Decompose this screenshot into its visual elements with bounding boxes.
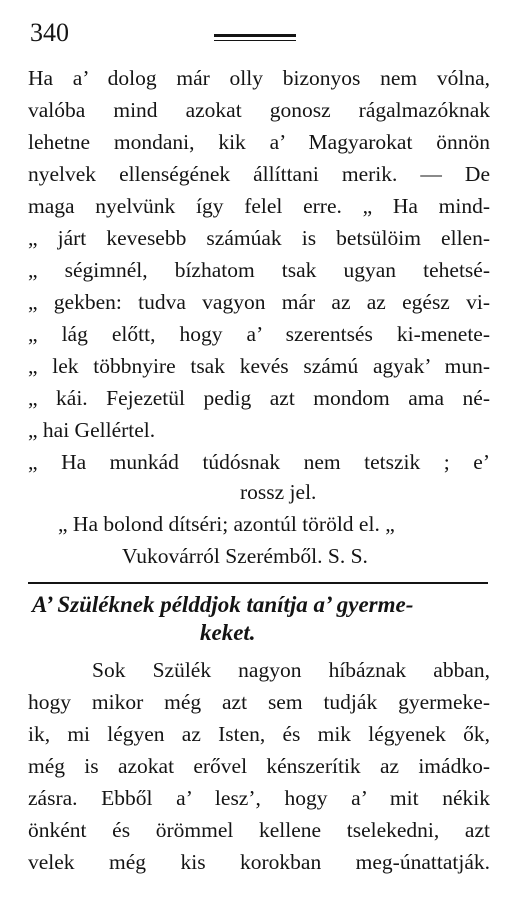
poem-line: rossz jel. (240, 480, 317, 504)
article-line: önként és örömmel kellene tselekedni, azt (28, 818, 490, 842)
poem-line: „ kái. Fejezetül pedig azt mondom ama né- (28, 386, 490, 410)
poem-line: maga nyelvünk így felel erre. „ Ha mind- (28, 194, 490, 218)
page-number: 340 (30, 18, 69, 47)
article-title: A’ Szüléknek példdjok tanítja a’ gyerme- (32, 592, 414, 617)
article-line (28, 879, 490, 880)
article-line: Sok Szülék nagyon híbáznak abban, (92, 658, 490, 682)
section-divider (28, 582, 488, 584)
poem-line: „ Ha munkád túdósnak nem tetszik ; e’ (28, 450, 490, 474)
signature-line: Vukovárról Szerémből. S. S. (122, 544, 368, 568)
poem-line: lehetne mondani, kik a’ Magyarokat önnön (28, 130, 490, 154)
article-line (28, 857, 490, 858)
poem-line: „ Ha bolond dítséri; azontúl töröld el. „ (58, 512, 395, 536)
poem-line: „ lág előtt, hogy a’ szerentsés ki-menete- (28, 322, 490, 346)
poem-line: nyelvek ellenségének állíttani merik. — De (28, 162, 490, 186)
article-line: hogy mikor még azt sem tudják gyermeke- (28, 690, 490, 714)
article-line (28, 890, 490, 891)
poem-line: „ ségimnél, bízhatom tsak ugyan tehetsé- (28, 258, 490, 282)
article-line: ik, mi légyen az Isten, és mik légyenek ők, (28, 722, 490, 746)
header-rule (214, 34, 296, 37)
poem-line: „ gekben: tudva vagyon már az az egész vi- (28, 290, 490, 314)
article-line: még is azokat erővel kénszerítik az imádko- (28, 754, 490, 778)
article-line (28, 868, 490, 869)
article-line: velek még kis korokban meg-únattatják. (28, 850, 490, 874)
poem-line: valóba mind azokat gonosz rágalmazóknak (28, 98, 490, 122)
poem-line: „ lek többnyire tsak kevés számú agyak’ mun- (28, 354, 490, 378)
poem-line: „ járt kevesebb számúak is betsülöim ellen- (28, 226, 490, 250)
article-line: zásra. Ebből a’ lesz’, hogy a’ mit nékik (28, 786, 490, 810)
poem-line: Ha a’ dolog már olly bizonyos nem vólna, (28, 66, 490, 90)
article-title-cont: keket. (200, 620, 256, 645)
poem-line: „ hai Gellértel. (28, 418, 156, 442)
header-rule-thin (214, 40, 296, 41)
